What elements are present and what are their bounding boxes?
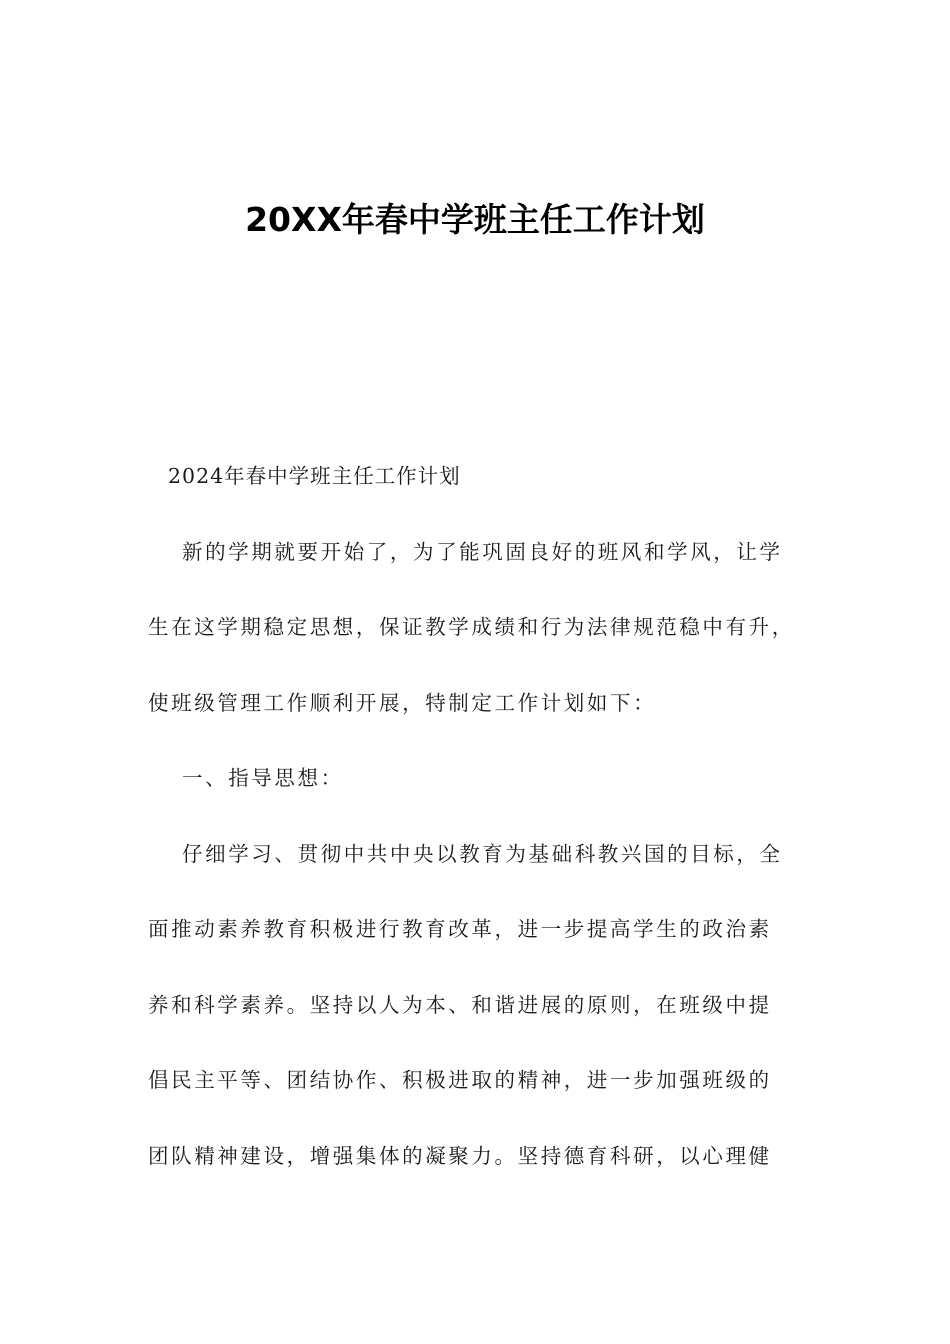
document-title: 20XX年春中学班主任工作计划 bbox=[245, 200, 705, 239]
paragraph-line: 使班级管理工作顺利开展，特制定工作计划如下： bbox=[148, 690, 657, 715]
document-subtitle: 2024年春中学班主任工作计划 bbox=[168, 464, 461, 488]
document-body bbox=[148, 456, 808, 1211]
paragraph-line: 倡民主平等、团结协作、积极进取的精神，进一步加强班级的 bbox=[148, 1068, 772, 1092]
paragraph-line: 养和科学素养。坚持以人为本、和谐进展的原则，在班级中提 bbox=[148, 992, 772, 1017]
paragraph-line: 新的学期就要开始了，为了能巩固良好的班风和学风，让学 bbox=[182, 539, 783, 564]
paragraph-line: 仔细学习、贯彻中共中央以教育为基础科教兴国的目标，全 bbox=[182, 841, 783, 866]
section-heading: 一、指导思想： bbox=[182, 766, 344, 790]
paragraph-line: 面推动素养教育积极进行教育改革，进一步提高学生的政治素 bbox=[148, 917, 772, 941]
paragraph-line: 生在这学期稳定思想，保证教学成绩和行为法律规范稳中有升， bbox=[148, 615, 795, 639]
paragraph-line: 团队精神建设，增强集体的凝聚力。坚持德育科研，以心理健 bbox=[148, 1143, 772, 1168]
